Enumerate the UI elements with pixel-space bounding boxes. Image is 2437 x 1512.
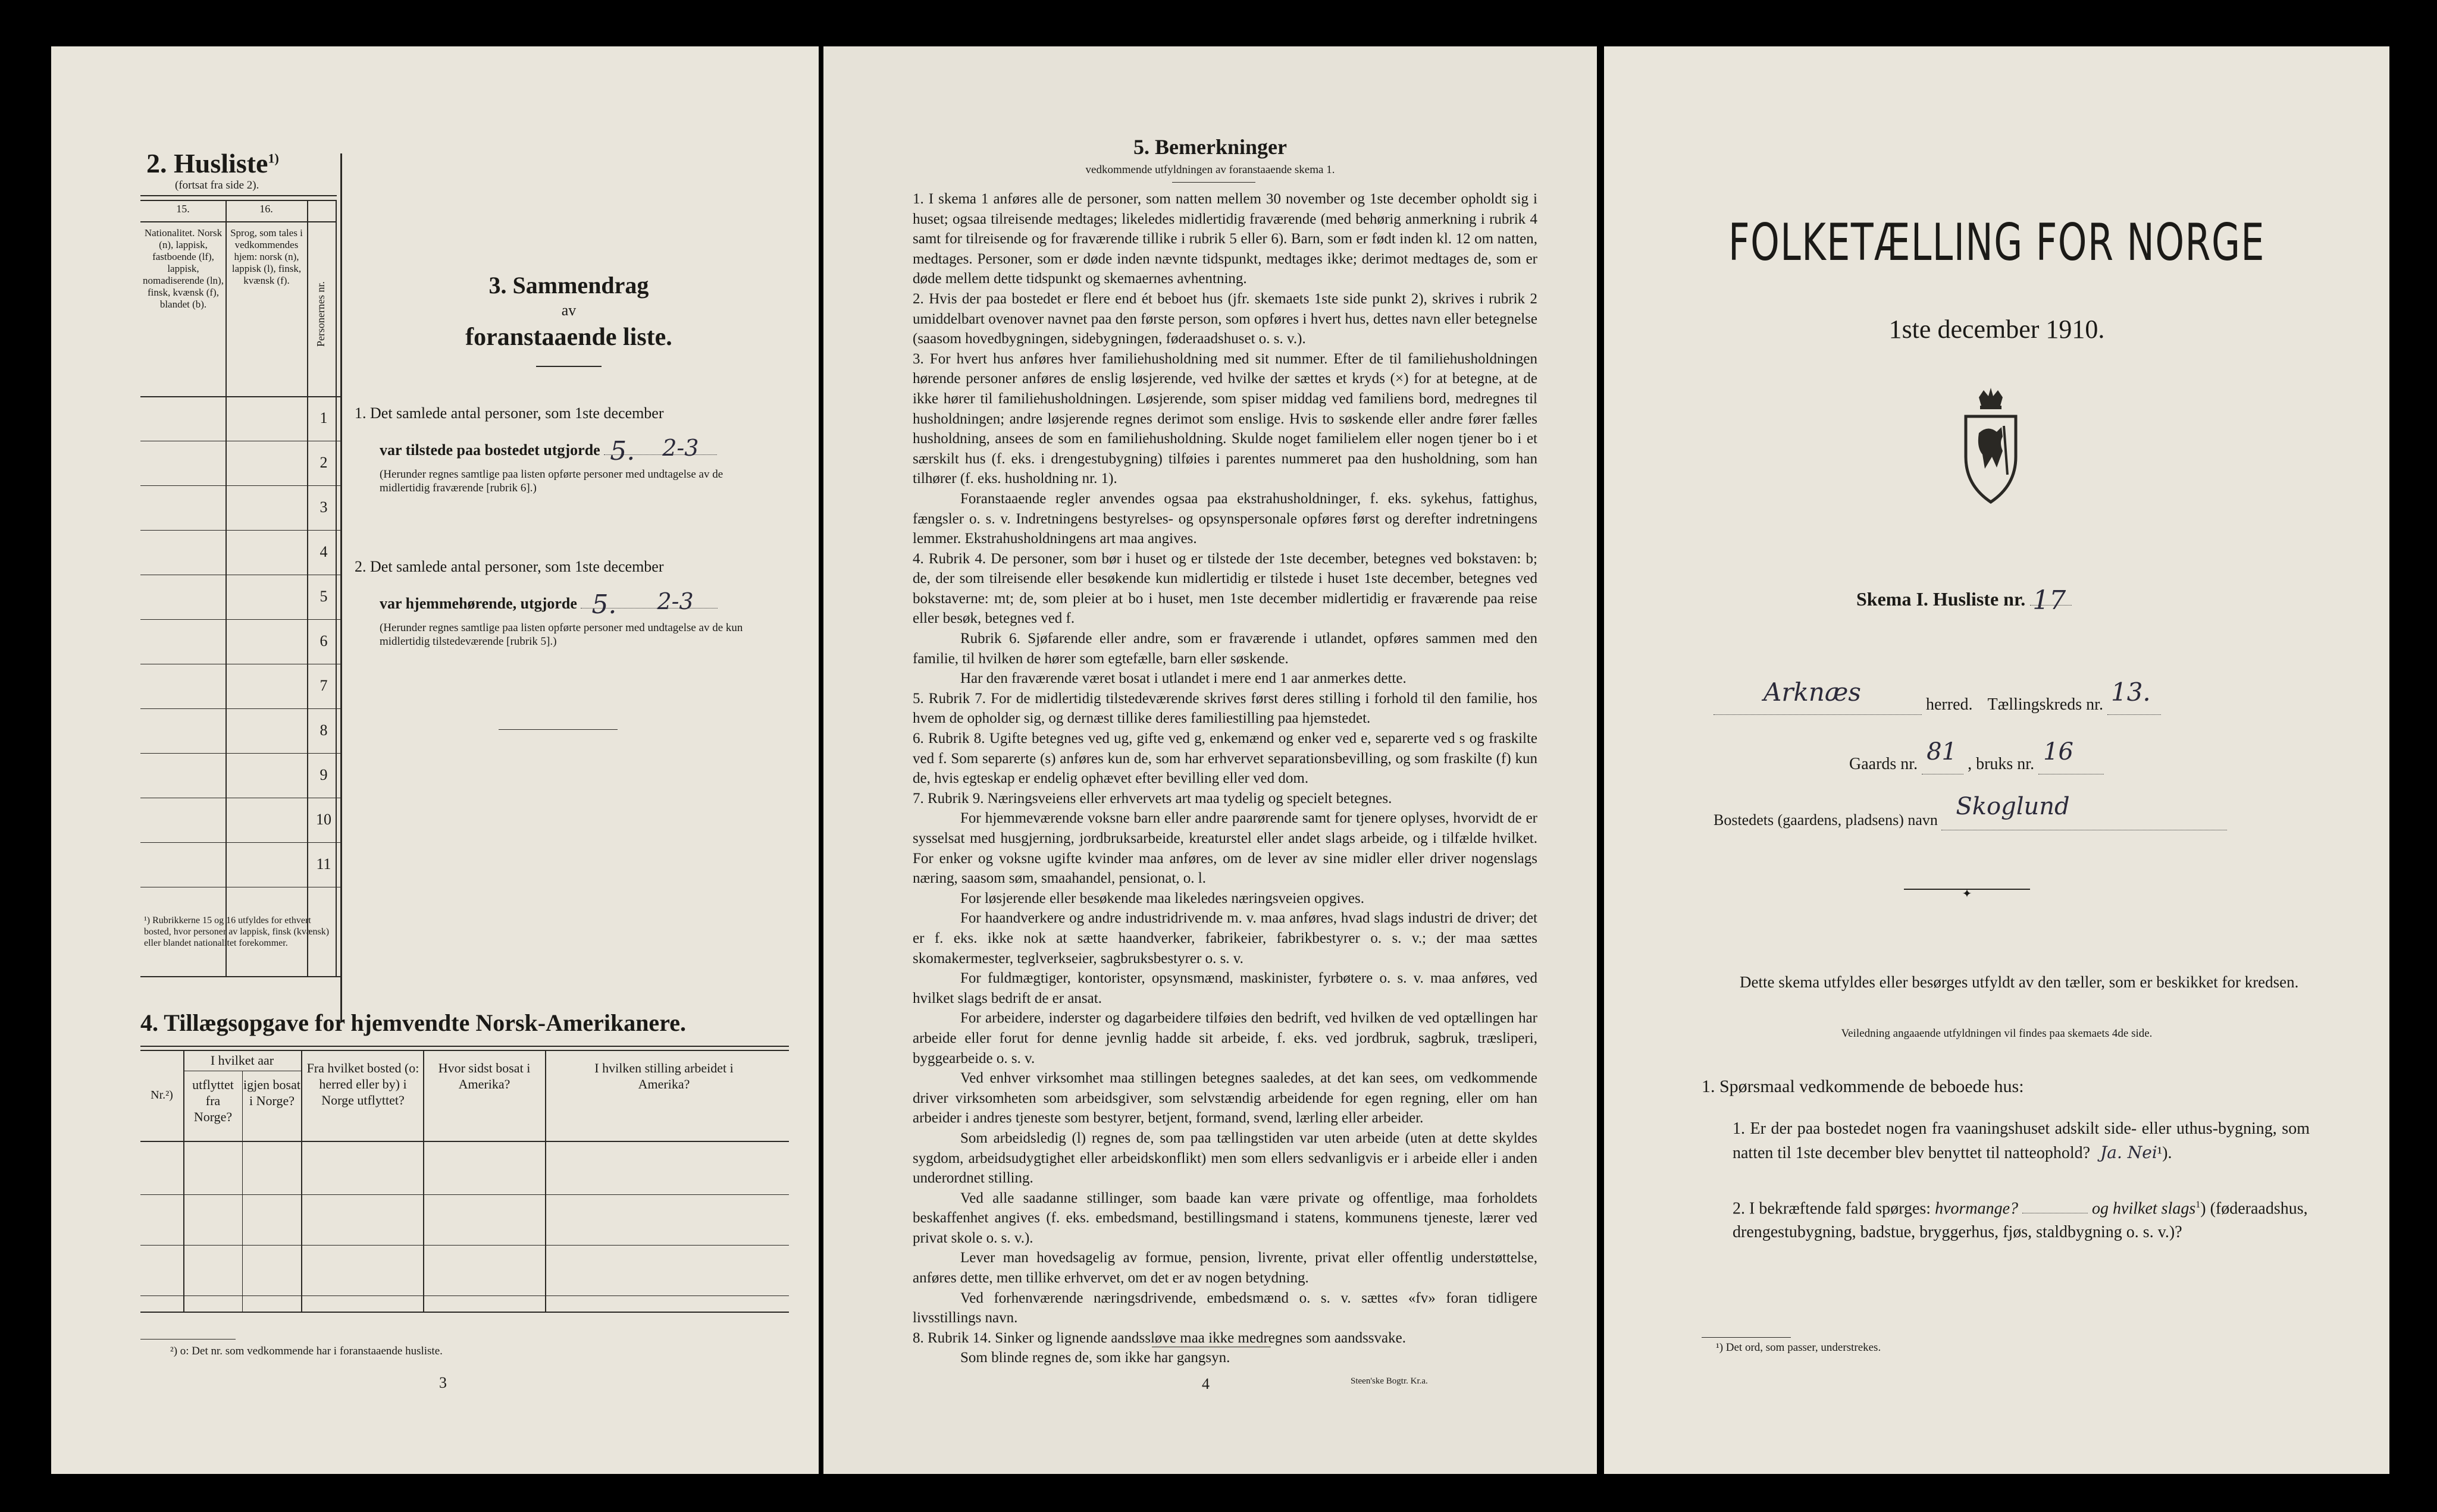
tillaeg-col-stilling: I hvilken stilling arbeidet i Amerika? xyxy=(594,1061,734,1091)
husliste-row-number: 6 xyxy=(319,632,328,650)
tillaeg-col-fra: Fra hvilket bosted (o: herred eller by) i Norge utflyttet? xyxy=(306,1061,419,1108)
q2-text: 2. I bekræftende fald spørges: xyxy=(1733,1199,1931,1218)
husliste-row-line xyxy=(140,842,340,843)
husliste-row-number: 5 xyxy=(319,588,328,605)
husliste-footnote: ¹) Rubrikkerne 15 og 16 utfyldes for ethvert bosted, hvor personer av lappisk, finsk (kvænsk) eller blandet nationalitet forekommer. xyxy=(144,915,330,948)
skema-label: Skema I. Husliste nr. xyxy=(1856,588,2026,610)
item1-value: 5. xyxy=(610,436,635,466)
herred-label: herred. xyxy=(1926,695,1973,714)
item1-line-b xyxy=(355,435,807,466)
page-left xyxy=(51,46,819,1474)
gaard-field[interactable] xyxy=(1922,738,1963,774)
q2-slags: hvilket slags xyxy=(2113,1199,2196,1218)
bemerkninger-subtitle: vedkommende utfyldningen av foranstaaende skema 1. xyxy=(1085,164,1335,176)
husliste-row-number: 4 xyxy=(319,543,328,560)
bosted-line xyxy=(1714,793,2227,830)
bemerkning-paragraph: Som blinde regnes de, som ikke har gangsyn. xyxy=(960,1350,1230,1366)
sammendrag-title: 3. Sammendrag xyxy=(488,272,649,299)
bemerkning-paragraph: 5. Rubrik 7. For de midlertidig tilstedeværende skrives først deres stilling i forhold til den familie, hos hvem de opholder sig, og dernæst tillike deres familiestilling paa hjemstedet. xyxy=(913,690,1537,727)
bruk-field[interactable] xyxy=(2038,738,2104,774)
instruction-text: Dette skema utfyldes eller besørges utfyldt av den tæller, som er beskikket for kredsen. xyxy=(1740,973,2299,991)
q2-hvormange: hvormange? xyxy=(1935,1199,2019,1218)
sammendrag-item-2 xyxy=(355,557,807,648)
kreds-label: Tællingskreds nr. xyxy=(1987,695,2103,714)
ornament-divider: ✦ xyxy=(1904,889,2030,901)
husliste-row-number: 7 xyxy=(319,677,328,694)
gaard-value: 81 xyxy=(1927,738,1957,766)
item2-line-a: 2. Det samlede antal personer, som 1ste december xyxy=(355,558,664,575)
col16-number: 16. xyxy=(259,203,273,215)
husliste-row-number: 9 xyxy=(319,766,328,783)
husliste-row-line xyxy=(140,619,340,620)
tillaeg-col-sidst: Hvor sidst bosat i Amerika? xyxy=(438,1061,531,1091)
bemerkning-paragraph: Ved alle saadanne stillinger, som baade kan være private og offentlige, maa forholdets beskaffenhet angives (f. eks. embedsmand, bestillingsmand i statens, kommunens tjeneste, lærer ved privat skole o. s. v.). xyxy=(913,1190,1537,1246)
husliste-row-line xyxy=(140,530,340,531)
bemerkning-paragraph: For arbeidere, inderster og dagarbeidere tilføies den bedrift, ved hvilken de ved optællingen har arbeide eller forut for denne jevnlig hadde sit arbeide, f. eks. ved jordbruk, sagbruk, træsliperi, byggearbeide o. s. v. xyxy=(913,1010,1537,1066)
right-footnote-rule xyxy=(1702,1337,1791,1338)
husliste-nr-value: 17 xyxy=(2032,585,2066,616)
gaard-label: Gaards nr. xyxy=(1849,755,1918,773)
bemerkning-paragraph: Foranstaaende regler anvendes ogsaa paa ekstrahusholdninger, f. eks. sykehus, fattighus, fængsler o. s. v. Indretningens bestyrelses- og opsynspersonale opføres først og derefter indretningens lemmer. Ekstrahusholdningens art maa angives. xyxy=(913,490,1537,547)
tillaeg-footnote: ²) o: Det nr. som vedkommende har i foranstaaende husliste. xyxy=(170,1345,443,1357)
col15-header: Nationalitet. Norsk (n), lappisk, fastboende (lf), lappisk, nomadiserende (ln), finsk, kvænsk (f), blandet (b). xyxy=(143,227,224,310)
bemerkning-paragraph: Ved enhver virksomhet maa stillingen betegnes saaledes, at det kan sees, om vedkommende driver virksomheten som arbeidsgiver, som selvstændig arbeidende for egen regning, eller om han arbeider i andres tjeneste som bestyrer, betjent, formand, svend, lærling eller arbeider. xyxy=(913,1070,1537,1127)
right-footnote: ¹) Det ord, som passer, understrekes. xyxy=(1716,1341,1881,1354)
bruk-value: 16 xyxy=(2043,738,2073,766)
question-2: 2. I bekræftende fald spørges: hvormange? og hvilket slags$^1$) (føderaadshus, drengestubygning, badstue, bryggerhus, fjøs, staldbygning o. s. v.)? xyxy=(1733,1199,2308,1242)
bemerkning-paragraph: 1. I skema 1 anføres alle de personer, som natten mellem 30 november og 1ste december opholdt sig i huset; ogsaa tilreisende medtages; likeledes midlertidig fraværende (med behørig anmerkning i rubrik 4 samt for tilreisende og for fraværende tillike i rubrik 5 eller 6). Barn, som er født inden kl. 12 om natten, medtages. Personer, som er døde inden nævnte tidspunkt, medtages ikke; derimot medtages de, som er døde mellem dette tidspunkt og skemaernes avhentning. xyxy=(913,191,1537,287)
census-date: 1ste december 1910. xyxy=(1888,315,2105,344)
husliste-row-line xyxy=(140,753,340,754)
q2-text-b: (føderaadshus, drengestubygning, badstue, bryggerhus, fjøs, staldbygning o. s. v.)? xyxy=(1733,1199,2308,1242)
husliste-subtitle: (fortsat fra side 2). xyxy=(175,179,259,192)
bemerkning-paragraph: 8. Rubrik 14. Sinker og lignende aandssløve maa ikke medregnes som aandssvake. xyxy=(913,1329,1406,1346)
veiledning-text: Veiledning angaaende utfyldningen vil findes paa skemaets 4de side. xyxy=(1841,1027,2153,1040)
bruk-label: , bruks nr. xyxy=(1968,755,2035,773)
item2-value: 5. xyxy=(591,589,617,620)
bemerkning-paragraph: Som arbeidsledig (l) regnes de, som paa tællingstiden var uten arbeide (uten at dette skyldes sygdom, arbeidsudygtighet eller arbeidskonflikt) men som ellers sedvanligvis er i arbeide eller i anden underordnet stilling. xyxy=(913,1130,1537,1187)
herred-field[interactable] xyxy=(1714,677,1922,715)
bemerkning-paragraph: 6. Rubrik 8. Ugifte betegnes ved ug, gifte ved g, enkemænd og enker ved e, separerte ved s og fraskilte ved f. Som separerte (s) anføres kun de, som har erhvervet separationsbevilling, og som fraskilte (f) kun de, hvis egteskap er endelig ophævet efter bevilling eller ved dom. xyxy=(913,730,1537,787)
q2-og: og xyxy=(2092,1199,2109,1218)
tillaeg-title: 4. Tillægsopgave for hjemvendte Norsk-Amerikanere. xyxy=(140,1009,686,1036)
sammendrag-end-divider xyxy=(499,729,618,730)
husliste-row-number: 1 xyxy=(319,409,328,426)
item1-label: var tilstede paa bostedet utgjorde xyxy=(380,441,600,459)
q1-answer[interactable]: Ja. Nei xyxy=(2100,1143,2157,1162)
col15-number: 15. xyxy=(176,203,190,215)
bemerkning-paragraph: 7. Rubrik 9. Næringsveiens eller erhvervets art maa tydelig og specielt betegnes. xyxy=(913,790,1392,807)
item1-note: (Herunder regnes samtlige paa listen opførte personer med undtagelse av de midlertidig fraværende [rubrik 6].) xyxy=(380,468,723,494)
question-1 xyxy=(1733,1117,2310,1165)
tillaeg-col-year: I hvilket aar xyxy=(210,1053,274,1068)
husliste-row-line xyxy=(140,708,340,709)
bemerkninger-title: 5. Bemerkninger xyxy=(1133,135,1287,159)
bosted-field[interactable] xyxy=(1941,793,2227,830)
bemerkning-paragraph: 4. Rubrik 4. De personer, som bør i huset og er tilstede der 1ste december, betegnes ved bokstaven: b; de, der som tilreisende eller besøkende kun midlertidig er tilstede i huset 1ste december, betegnes ved bokstaverne: mt; de, som pleier at bo i huset, men 1ste december midlertidig er fraværende paa reise eller besøk, betegnes ved f. xyxy=(913,550,1537,627)
page-number-middle: 4 xyxy=(1202,1375,1210,1392)
bemerkning-paragraph: 3. For hvert hus anføres hver familiehusholdning med sit nummer. Efter de til familiehusholdningen hørende personer anføres de enslig løsjerende, ved hvilke der sættes et kryds (×) for at betegne, at de ikke hører til familiehusholdningen. Løsjerende, som spiser middag ved familiens bord, medregnes til husholdningen; andre løsjerende regnes derimot som enslige. Hvis to søskende eller andre fører fælles husholdning, ansees de som en familiehusholdning. Skulde noget familielem eller nogen tjener bo i et særskilt hus (f. eks. i drengestubygning) tilføies i parentes nummeret paa den husholdning, som han tilhører (f. eks. husholdning nr. 1). xyxy=(913,350,1537,487)
bemerkning-paragraph: Lever man hovedsagelig av formue, pension, livrente, privat eller offentlig understøttelse, anføres dette, men tillike erhvervet, om det er av nogen betydning. xyxy=(913,1250,1537,1287)
bemerkning-paragraph: 2. Hvis der paa bostedet er flere end ét beboet hus (jfr. skemaets 1ste side punkt 2), skrives i rubrik 2 umiddelbart ovenover navnet paa den første person, som opføres i hvert hus, dettes navn eller betegnelse (saasom hovedbygningen, sidebygningen, føderaadshuset o. s. v.). xyxy=(913,290,1537,347)
husliste-nr-field[interactable] xyxy=(2030,585,2072,616)
tillaeg-footnote-rule xyxy=(140,1339,236,1340)
question-heading: 1. Spørsmaal vedkommende de beboede hus: xyxy=(1702,1077,2024,1096)
sammendrag-subtitle: foranstaaende liste. xyxy=(465,324,672,351)
husliste-row-number: 2 xyxy=(319,454,328,471)
bemerkninger-divider xyxy=(1172,182,1255,183)
item2-note: (Herunder regnes samtlige paa listen opførte personer med undtagelse av de kun midlertidig tilstedeværende [rubrik 5].) xyxy=(380,622,743,648)
item1-extra: 2-3 xyxy=(662,435,699,461)
sammendrag-heading xyxy=(361,271,777,367)
tillaeg-col-utflyttet: utflyttet fra Norge? xyxy=(192,1077,234,1124)
printer-mark: Steen'ske Bogtr. Kr.a. xyxy=(1351,1376,1428,1386)
bosted-label: Bostedets (gaardens, pladsens) navn xyxy=(1714,811,1938,829)
q1-footnote-ref: ¹). xyxy=(2157,1144,2172,1162)
bemerkning-paragraph: For haandverkere og andre industridrivende m. v. maa anføres, hvad slags industri de driver; det er f. eks. ikke nok at sætte haandverker, fabrikeier, fabrikbestyrer o. s. v.; der maa sættes skomakermester, teglverkseier, sagbruksbestyrer o. s. v. xyxy=(913,910,1537,967)
bemerkning-paragraph: For løsjerende eller besøkende maa likeledes næringsveien opgives. xyxy=(960,890,1364,906)
item2-extra: 2-3 xyxy=(657,588,694,614)
gaard-line xyxy=(1849,738,2104,774)
husliste-row-number: 11 xyxy=(316,855,331,873)
sammendrag-item-1 xyxy=(355,403,807,495)
bemerkning-paragraph: Ved forhenværende næringsdrivende, embedsmænd o. s. v. sættes «fv» foran tidligere livsstillings navn. xyxy=(913,1290,1537,1326)
bemerkning-paragraph: Har den fraværende været bosat i utlandet i mere end 1 aar anmerkes dette. xyxy=(960,670,1407,687)
item1-line-a: 1. Det samlede antal personer, som 1ste december xyxy=(355,404,664,422)
herred-value: Arknæs xyxy=(1763,677,1861,707)
skema-line xyxy=(1856,585,2072,616)
kreds-field[interactable] xyxy=(2107,677,2161,715)
bemerkninger-body xyxy=(913,189,1537,1368)
sammendrag-av: av xyxy=(561,302,577,319)
tillaeg-col-igjen: igjen bosat i Norge? xyxy=(243,1077,300,1108)
husliste-row-number: 10 xyxy=(316,811,331,828)
sammendrag-divider xyxy=(536,366,602,367)
bosted-value: Skoglund xyxy=(1956,793,2070,820)
herred-line xyxy=(1714,677,2368,715)
husliste-row-number: 8 xyxy=(319,722,328,739)
bemerkning-paragraph: For fuldmægtiger, kontorister, opsynsmænd, maskinister, fyrbøtere o. s. v. maa anføres, ved hvilket slags bedrift de er ansat. xyxy=(913,970,1537,1006)
coat-of-arms-icon xyxy=(1955,385,2026,504)
page-number-left: 3 xyxy=(439,1374,447,1391)
page-right xyxy=(1604,46,2389,1474)
bemerkning-paragraph: Rubrik 6. Sjøfarende eller andre, som er fraværende i utlandet, opføres sammen med den familie, til hvilken de hører som egtefælle, barn eller søskende. xyxy=(913,630,1537,667)
husliste-row-line xyxy=(140,485,340,486)
kreds-value: 13. xyxy=(2110,677,2151,707)
item2-line-b xyxy=(355,588,807,620)
main-title: FOLKETÆLLING FOR NORGE xyxy=(1728,213,2265,272)
page-middle xyxy=(823,46,1597,1474)
bemerkning-paragraph: For hjemmeværende voksne barn eller andre paarørende samt for tjenere oplyses, hvorvidt de er sysselsat med husgjerning, jordbruksarbeide, kreaturstel eller andet slags arbeide, og i tilfælde hvilket. For enker og voksne ugifte kvinder maa anføres, om de lever av sine midler eller driver nogenslags næring, saasom søm, smaahandel, pensionat, o. l. xyxy=(913,810,1537,887)
col16-header: Sprog, som tales i vedkommendes hjem: norsk (n), lappisk (l), finsk, kvænsk (f). xyxy=(230,227,303,286)
husliste-title: 2. Husliste$^{1)}$ xyxy=(146,148,279,178)
item2-label: var hjemmehørende, utgjorde xyxy=(380,595,577,612)
item1-value-field[interactable] xyxy=(604,435,717,466)
husliste-row-number: 3 xyxy=(319,498,328,516)
q1-text: 1. Er der paa bostedet nogen fra vaaningshuset adskilt side- eller uthus-bygning, som natten til 1ste december blev benyttet til natteophold? xyxy=(1733,1119,2310,1162)
tillaeg-col-nr: Nr.²) xyxy=(151,1088,173,1102)
col-persons-header: Personernes nr. xyxy=(315,281,327,347)
